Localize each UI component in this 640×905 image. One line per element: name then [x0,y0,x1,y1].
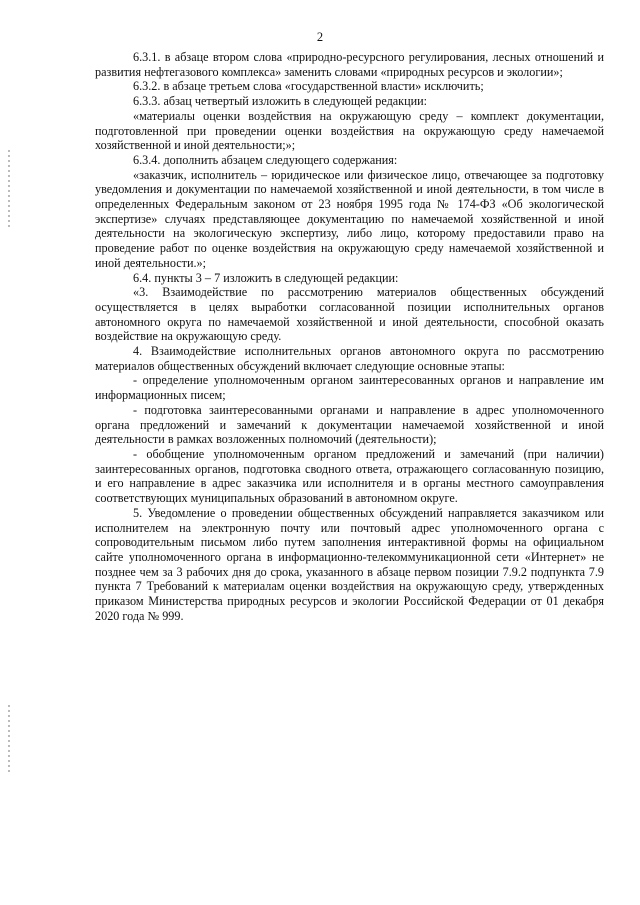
paragraph-6-4: 6.4. пункты 3 – 7 изложить в следующей редакции: [133,270,399,285]
document-body [95,50,604,623]
margin-mark-top [8,150,10,230]
list-item-stage-2: - подготовка заинтересованными органами и направление в адрес уполномоченного органа предложений и замечаний к документации намечаемой хозяйственной и иной деятельности в рамках возложенных полномочий (деятельности); [95,402,604,447]
paragraph-6-3-3: 6.3.3. абзац четвертый изложить в следующей редакции: [133,94,428,109]
paragraph-point-3: «3. Взаимодействие по рассмотрению материалов общественных обсуждений осуществляется в целях выработки согласованной позиции исполнительных органов автономного округа по намечаемой хозяйственной и иной деятельности, способной оказать воздействие на окружающую среду. [95,285,604,344]
list-item-stage-1: - определение уполномоченным органом заинтересованных органов и направление им информационных писем; [95,373,604,403]
paragraph-6-3-4: 6.3.4. дополнить абзацем следующего содержания: [133,152,398,167]
paragraph-point-4: 4. Взаимодействие исполнительных органов автономного округа по рассмотрению материалов общественных обсуждений включает следующие основные этапы: [95,344,604,373]
paragraph-6-3-1: 6.3.1. в абзаце втором слова «природно-ресурсного регулирования, лесных отношений и развития нефтегазового комплекса» заменить словами «природных ресурсов и экологии»; [95,50,604,79]
paragraph-definition-customer: «заказчик, исполнитель – юридическое или физическое лицо, отвечающее за подготовку уведомления и документации по намечаемой хозяйственной и иной деятельности, в том числе в определенных Федеральным законом от 23 ноября 1995 года № 174-ФЗ «Об экологической экспертизе» случаях представляющее документацию по намечаемой хозяйственной и иной деятельности на экологическую экспертизу, либо лицо, которому предоставили право на проведение работ по оценке воздействия на окружающую среду намечаемой хозяйственной и иной деятельности.»; [95,167,604,270]
paragraph-point-5: 5. Уведомление о проведении общественных обсуждений направляется заказчиком или исполнителем на электронную почту или почтовый адрес уполномоченного органа с сопроводительным письмом либо путем заполнения интерактивной формы на официальном сайте уполномоченного органа в информационно-телекоммуникационной сети «Интернет» не позднее чем за 3 рабочих дня до срока, указанного в абзаце первом позиции 7.9.2 подпункта 7.9 пункта 7 Требований к материалам оценки воздействия на окружающую среду, утвержденных приказом Министерства природных ресурсов и экологии Российской Федерации от 01 декабря 2020 года № 999. [95,505,604,623]
paragraph-definition-materials: «материалы оценки воздействия на окружающую среду – комплект документации, подготовленной при проведении оценки воздействия на окружающую среду намечаемой хозяйственной и иной деятельности;»; [95,108,604,153]
margin-mark-bottom [8,705,10,775]
page-number: 2 [316,30,324,44]
paragraph-6-3-2: 6.3.2. в абзаце третьем слова «государственной власти» исключить; [133,79,484,94]
list-item-stage-3: - обобщение уполномоченным органом предложений и замечаний (при наличии) заинтересованных органов, подготовка сводного ответа, отражающего согласованную позицию, и его направление в адрес заказчика или исполнителя и в органы местного самоуправления соответствующих муниципальных образований в автономном округе. [95,446,604,506]
